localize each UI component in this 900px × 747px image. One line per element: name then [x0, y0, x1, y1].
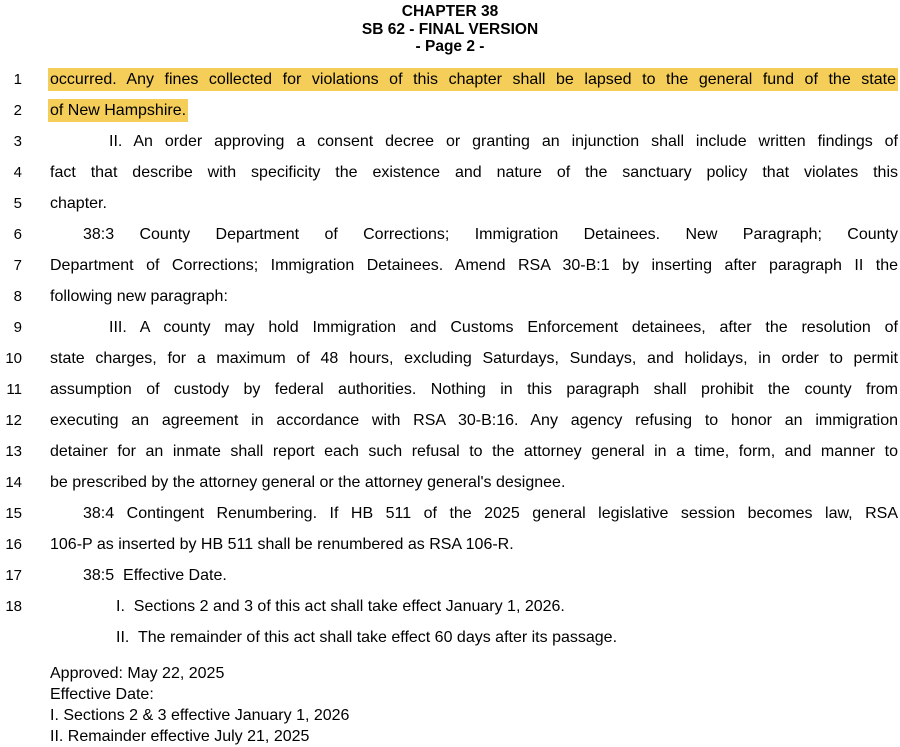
- line-text: detainer for an inmate shall report each such refusal to the attorney general in a time, form, and manner to: [50, 442, 898, 460]
- line-text: chapter.: [50, 194, 107, 212]
- highlighted-text: occurred. Any fines collected for violations of this chapter shall be lapsed to the general fund of the state: [48, 68, 898, 91]
- line-number: 12: [5, 411, 22, 429]
- line-text: be prescribed by the attorney general or the attorney general's designee.: [50, 473, 566, 491]
- document-lines: [0, 64, 900, 653]
- line-number: 17: [5, 566, 22, 584]
- document-line: [0, 591, 900, 622]
- document-line: [0, 374, 900, 405]
- line-number: 1: [13, 70, 22, 88]
- line-text: state charges, for a maximum of 48 hours, excluding Saturdays, Sundays, and holidays, in order to permit: [50, 349, 898, 367]
- document-line: [0, 250, 900, 281]
- approved-date: Approved: May 22, 2025: [50, 664, 225, 682]
- page-number: - Page 2 -: [415, 38, 485, 55]
- line-number: 18: [5, 597, 22, 615]
- line-text: 38:5 Effective Date.: [83, 566, 227, 584]
- line-number: 5: [13, 194, 22, 212]
- effective-date-item-1: I. Sections 2 & 3 effective January 1, 2026: [50, 706, 350, 724]
- line-text: assumption of custody by federal authorities. Nothing in this paragraph shall prohibit the county from: [50, 380, 898, 398]
- line-text: following new paragraph:: [50, 287, 228, 305]
- line-text: [50, 64, 898, 95]
- line-text: 106-P as inserted by HB 511 shall be renumbered as RSA 106-R.: [50, 535, 514, 553]
- line-text: 38:4 Contingent Renumbering. If HB 511 of the 2025 general legislative session becomes law, RSA: [83, 504, 898, 522]
- line-number: 11: [6, 380, 22, 398]
- document-line: [0, 64, 900, 95]
- line-number: 9: [13, 318, 22, 336]
- line-text: executing an agreement in accordance with RSA 30-B:16. Any agency refusing to honor an immigration: [50, 411, 898, 429]
- line-text: III. A county may hold Immigration and Customs Enforcement detainees, after the resolution of: [109, 318, 898, 336]
- bill-title: SB 62 - FINAL VERSION: [361, 20, 539, 38]
- line-number: 3: [13, 132, 22, 150]
- document-footer: [0, 663, 900, 747]
- line-number: 4: [13, 163, 22, 181]
- effective-date-heading: Effective Date:: [50, 685, 154, 703]
- document-line: [0, 343, 900, 374]
- line-number: 15: [5, 504, 22, 522]
- document-line: [0, 157, 900, 188]
- chapter-title: CHAPTER 38: [401, 3, 499, 20]
- highlighted-text: of New Hampshire.: [48, 99, 188, 122]
- document-line: [0, 498, 900, 529]
- document-line: [0, 126, 900, 157]
- document-header: [0, 0, 900, 56]
- document-line: [0, 95, 900, 126]
- line-text: [50, 95, 898, 126]
- line-text: II. The remainder of this act shall take effect 60 days after its passage.: [116, 628, 618, 646]
- line-number: 2: [13, 101, 22, 119]
- document-line: [0, 281, 900, 312]
- document-line: [0, 529, 900, 560]
- document-line: [0, 622, 900, 653]
- document-line: [0, 467, 900, 498]
- effective-date-item-2: II. Remainder effective July 21, 2025: [50, 727, 310, 745]
- line-number: 13: [5, 442, 22, 460]
- line-number: 8: [13, 287, 22, 305]
- line-text: Department of Corrections; Immigration Detainees. Amend RSA 30-B:1 by inserting after paragraph II the: [50, 256, 898, 274]
- line-number: 7: [13, 256, 22, 274]
- document-line: [0, 188, 900, 219]
- line-number: 14: [5, 473, 22, 491]
- document-line: [0, 405, 900, 436]
- document-line: [0, 436, 900, 467]
- line-number: 6: [13, 225, 22, 243]
- line-text: I. Sections 2 and 3 of this act shall take effect January 1, 2026.: [116, 597, 565, 615]
- line-text: fact that describe with specificity the existence and nature of the sanctuary policy that violates this: [50, 163, 898, 181]
- line-text: II. An order approving a consent decree or granting an injunction shall include written findings of: [109, 132, 898, 150]
- document-line: [0, 312, 900, 343]
- document-line: [0, 560, 900, 591]
- document-line: [0, 219, 900, 250]
- line-text: 38:3 County Department of Corrections; Immigration Detainees. New Paragraph; County: [83, 225, 898, 243]
- line-number: 10: [5, 349, 22, 367]
- line-number: 16: [5, 535, 22, 553]
